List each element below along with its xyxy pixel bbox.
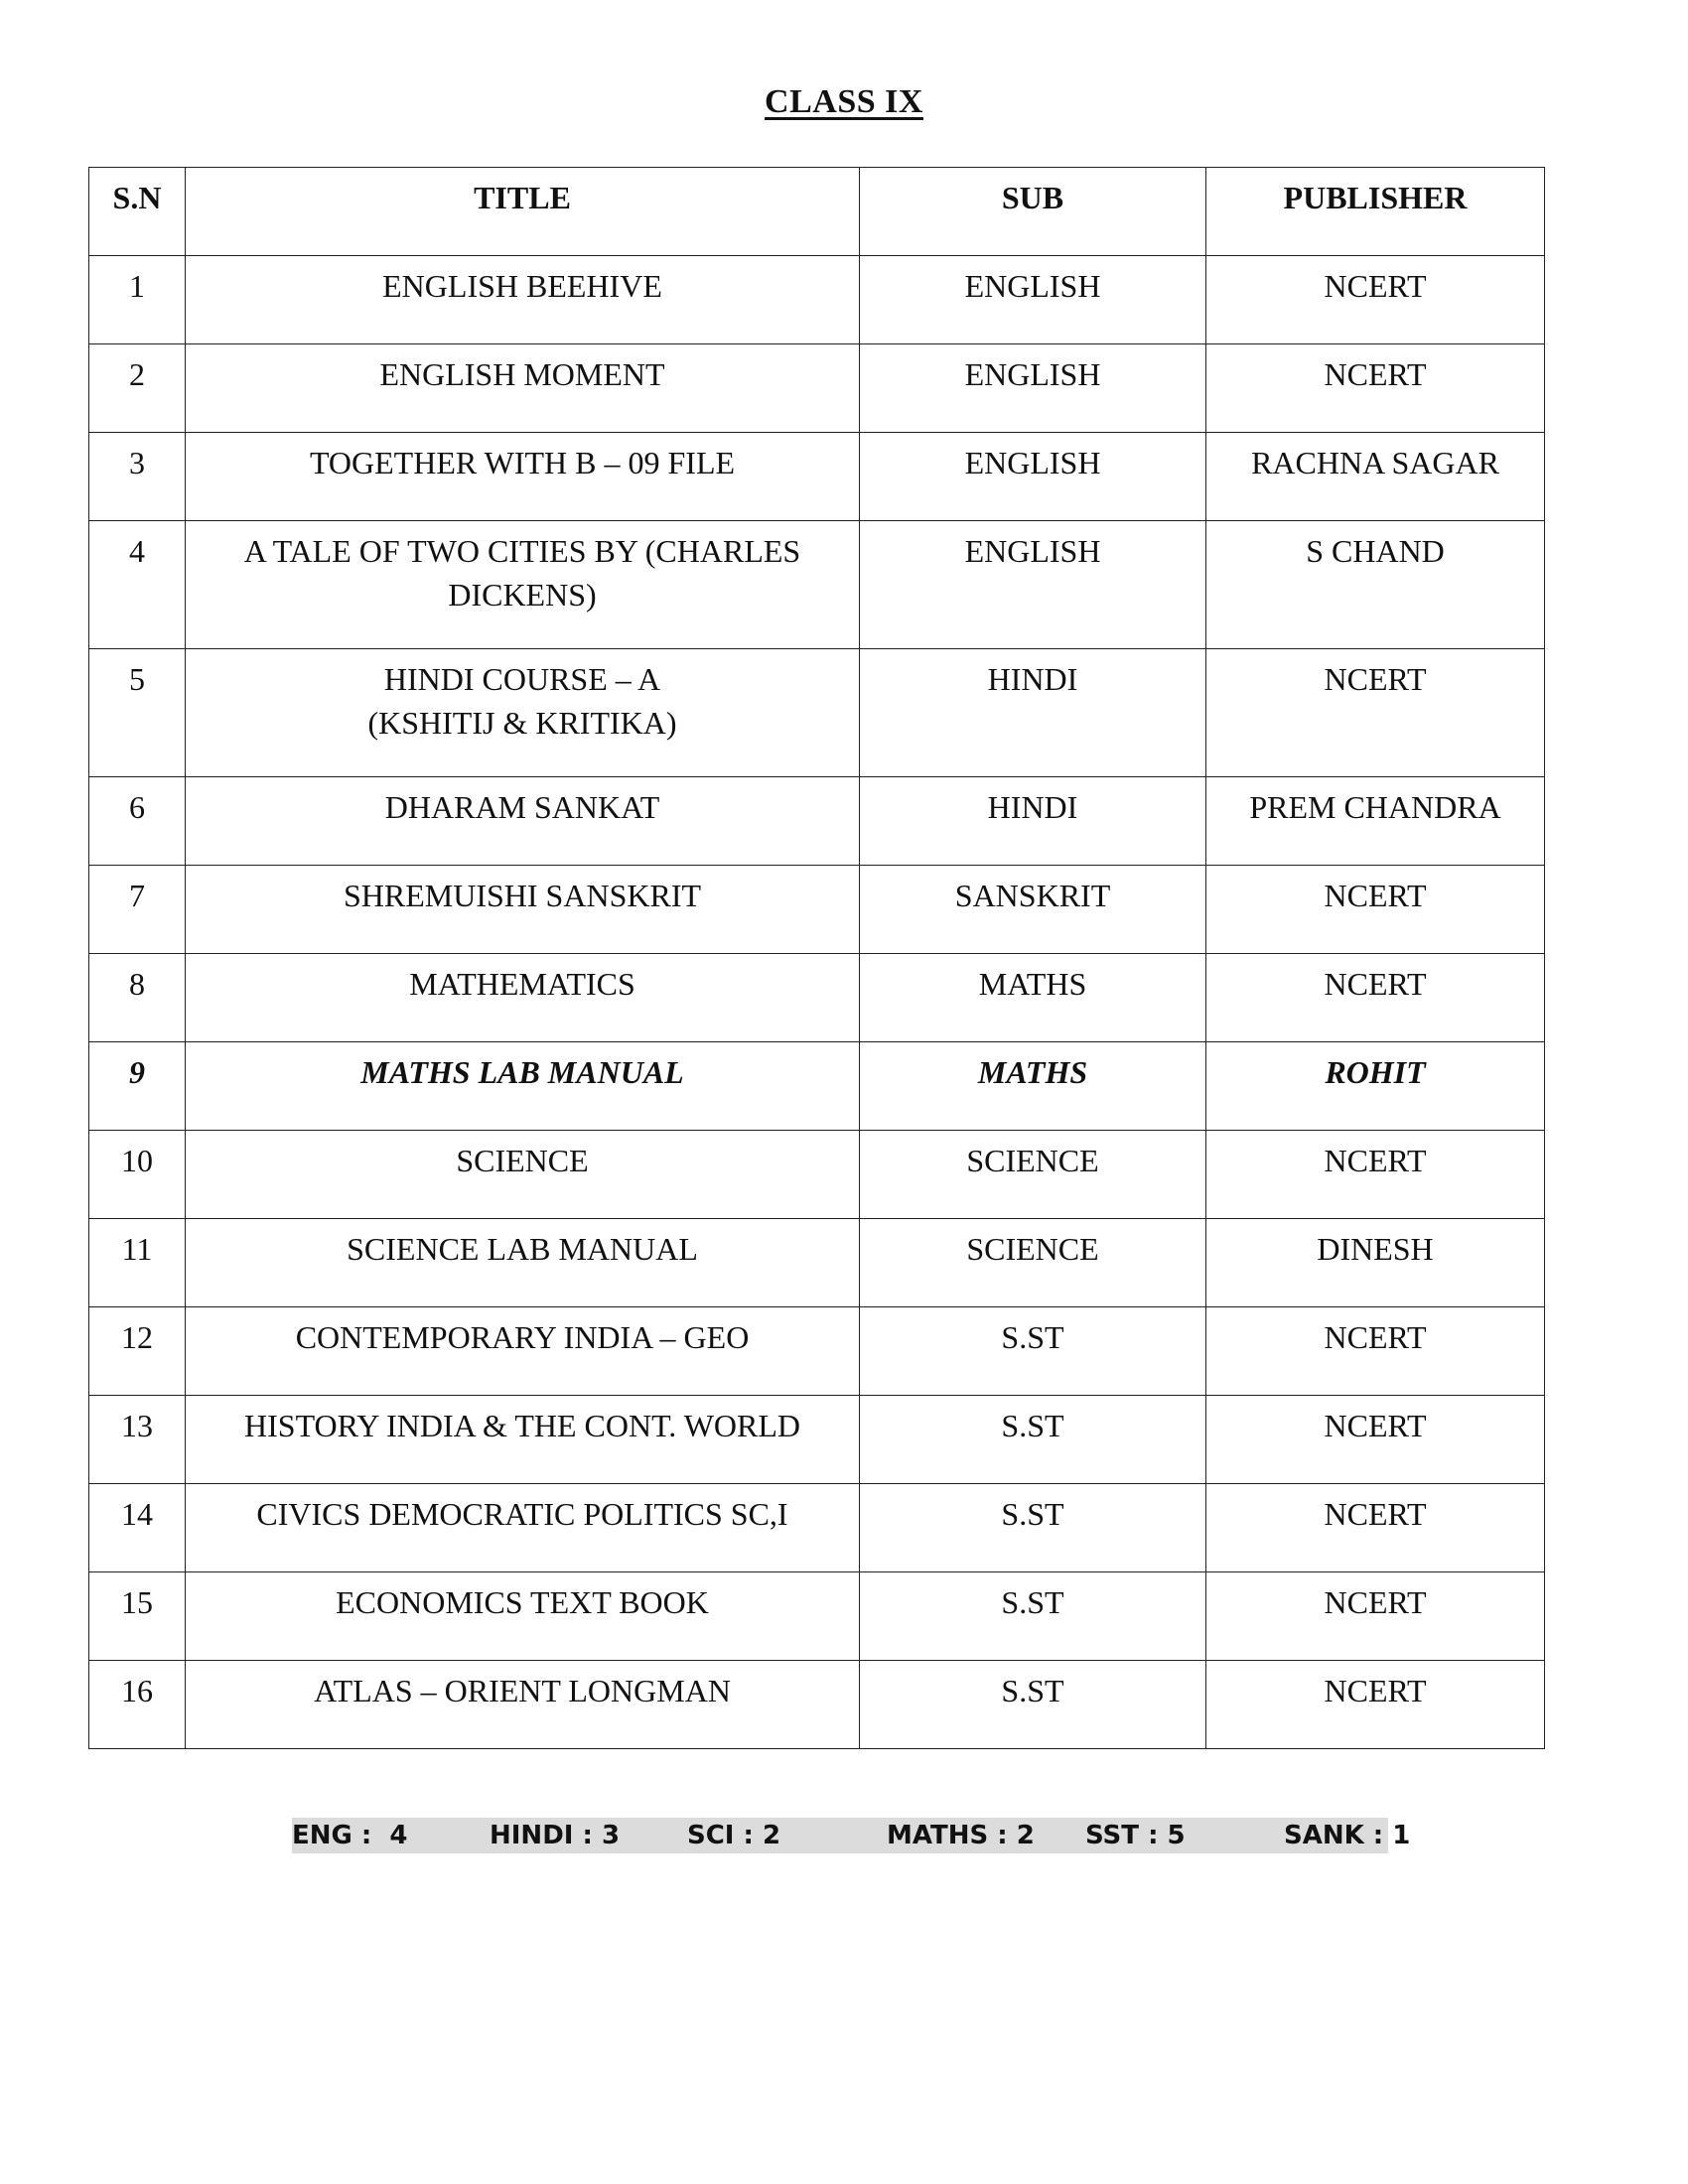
cell-sub: SCIENCE	[860, 1219, 1206, 1307]
page-title: CLASS IX	[765, 83, 923, 120]
cell-title: CONTEMPORARY INDIA – GEO	[186, 1307, 860, 1396]
cell-title: A TALE OF TWO CITIES BY (CHARLES DICKENS)	[186, 521, 860, 649]
subject-count-summary	[292, 1818, 1411, 1853]
cell-sn: 10	[89, 1131, 186, 1219]
header-publisher: PUBLISHER	[1206, 168, 1545, 256]
cell-publisher: NCERT	[1206, 1661, 1545, 1749]
table-row	[89, 1042, 1545, 1131]
table-row	[89, 1661, 1545, 1749]
cell-sub: HINDI	[860, 777, 1206, 866]
cell-title: ATLAS – ORIENT LONGMAN	[186, 1661, 860, 1749]
cell-title: TOGETHER WITH B – 09 FILE	[186, 433, 860, 521]
summary-sci: SCI : 2	[687, 1821, 781, 1850]
cell-sub: S.ST	[860, 1572, 1206, 1661]
cell-publisher: NCERT	[1206, 1131, 1545, 1219]
table-row	[89, 521, 1545, 649]
cell-publisher: DINESH	[1206, 1219, 1545, 1307]
table-row	[89, 649, 1545, 777]
cell-sn: 2	[89, 344, 186, 433]
table-row	[89, 256, 1545, 344]
table-row	[89, 1307, 1545, 1396]
summary-maths: MATHS : 2	[887, 1821, 1035, 1850]
cell-publisher: NCERT	[1206, 344, 1545, 433]
cell-sub: ENGLISH	[860, 521, 1206, 649]
summary-eng: ENG : 4	[292, 1821, 408, 1850]
cell-sn: 8	[89, 954, 186, 1042]
book-list-table	[88, 167, 1545, 1749]
cell-sub: SCIENCE	[860, 1131, 1206, 1219]
table-row	[89, 1572, 1545, 1661]
cell-sn: 15	[89, 1572, 186, 1661]
cell-sub: S.ST	[860, 1396, 1206, 1484]
cell-sub: ENGLISH	[860, 433, 1206, 521]
cell-publisher: NCERT	[1206, 649, 1545, 777]
cell-sub: ENGLISH	[860, 344, 1206, 433]
cell-title: SCIENCE	[186, 1131, 860, 1219]
table-row	[89, 777, 1545, 866]
cell-publisher: NCERT	[1206, 866, 1545, 954]
header-sn: S.N	[89, 168, 186, 256]
cell-publisher: S CHAND	[1206, 521, 1545, 649]
cell-sub: S.ST	[860, 1307, 1206, 1396]
cell-sn: 9	[89, 1042, 186, 1131]
cell-publisher: ROHIT	[1206, 1042, 1545, 1131]
cell-sn: 11	[89, 1219, 186, 1307]
cell-sub: S.ST	[860, 1484, 1206, 1572]
cell-title: ENGLISH MOMENT	[186, 344, 860, 433]
header-sub: SUB	[860, 168, 1206, 256]
table-row	[89, 1396, 1545, 1484]
cell-sub: MATHS	[860, 954, 1206, 1042]
cell-title: DHARAM SANKAT	[186, 777, 860, 866]
summary-hindi: HINDI : 3	[490, 1821, 621, 1850]
table-row	[89, 344, 1545, 433]
cell-sn: 4	[89, 521, 186, 649]
cell-sub: SANSKRIT	[860, 866, 1206, 954]
cell-publisher: PREM CHANDRA	[1206, 777, 1545, 866]
cell-sn: 3	[89, 433, 186, 521]
cell-title: ECONOMICS TEXT BOOK	[186, 1572, 860, 1661]
cell-sn: 16	[89, 1661, 186, 1749]
summary-sank: SANK : 1	[1284, 1821, 1411, 1850]
cell-sn: 14	[89, 1484, 186, 1572]
cell-title: SCIENCE LAB MANUAL	[186, 1219, 860, 1307]
cell-sn: 12	[89, 1307, 186, 1396]
table-row	[89, 1484, 1545, 1572]
table-row	[89, 866, 1545, 954]
header-title: TITLE	[186, 168, 860, 256]
cell-publisher: NCERT	[1206, 1484, 1545, 1572]
cell-title: HINDI COURSE – A (KSHITIJ & KRITIKA)	[186, 649, 860, 777]
cell-title: HISTORY INDIA & THE CONT. WORLD	[186, 1396, 860, 1484]
cell-title: MATHEMATICS	[186, 954, 860, 1042]
cell-sn: 13	[89, 1396, 186, 1484]
cell-title: ENGLISH BEEHIVE	[186, 256, 860, 344]
cell-title: MATHS LAB MANUAL	[186, 1042, 860, 1131]
cell-publisher: NCERT	[1206, 1396, 1545, 1484]
table-row	[89, 1131, 1545, 1219]
cell-publisher: NCERT	[1206, 1307, 1545, 1396]
cell-title: CIVICS DEMOCRATIC POLITICS SC,I	[186, 1484, 860, 1572]
cell-sub: HINDI	[860, 649, 1206, 777]
cell-sn: 1	[89, 256, 186, 344]
cell-sub: ENGLISH	[860, 256, 1206, 344]
table-header-row	[89, 168, 1545, 256]
cell-sn: 7	[89, 866, 186, 954]
table-row	[89, 954, 1545, 1042]
cell-publisher: RACHNA SAGAR	[1206, 433, 1545, 521]
cell-publisher: NCERT	[1206, 954, 1545, 1042]
table-row	[89, 1219, 1545, 1307]
table-body	[89, 256, 1545, 1749]
cell-publisher: NCERT	[1206, 256, 1545, 344]
cell-sn: 6	[89, 777, 186, 866]
table-row	[89, 433, 1545, 521]
cell-sub: S.ST	[860, 1661, 1206, 1749]
summary-sst: SST : 5	[1085, 1821, 1186, 1850]
cell-sub: MATHS	[860, 1042, 1206, 1131]
cell-publisher: NCERT	[1206, 1572, 1545, 1661]
cell-sn: 5	[89, 649, 186, 777]
cell-title: SHREMUISHI SANSKRIT	[186, 866, 860, 954]
